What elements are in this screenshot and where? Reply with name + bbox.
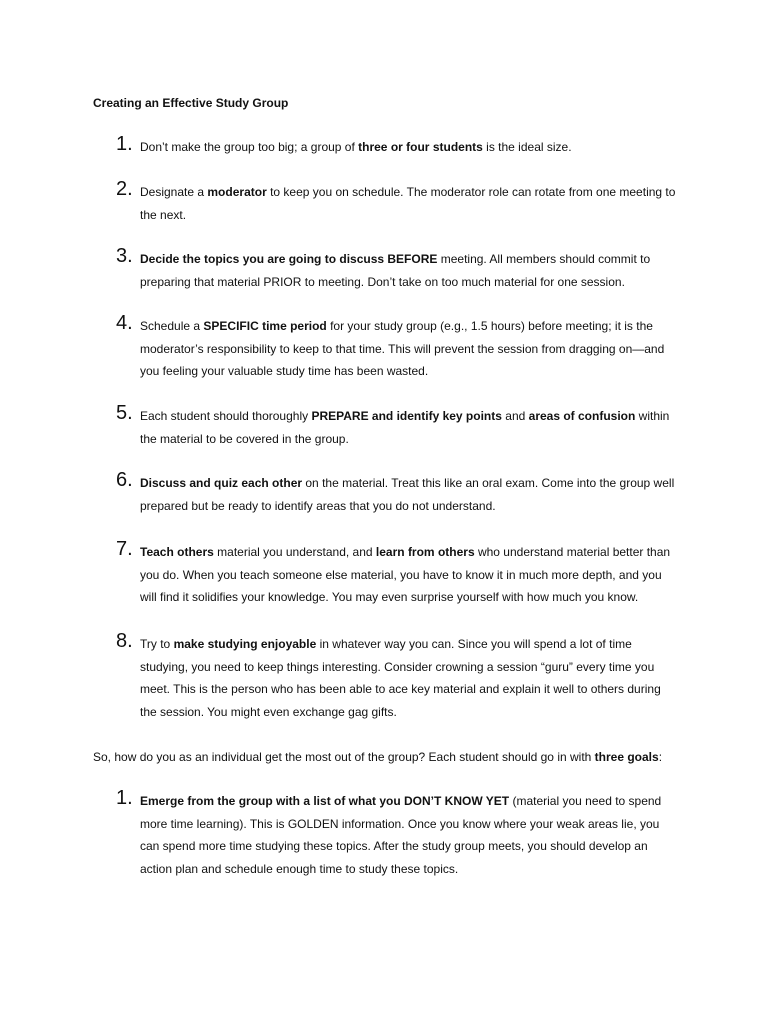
bold-text: three or four students	[358, 140, 483, 154]
text-run: to keep you on schedule. The moderator role can rotate from one meeting to the next.	[140, 185, 676, 222]
list-number: 8.	[116, 630, 133, 652]
list-item-text	[140, 405, 680, 450]
bold-text: SPECIFIC time period	[203, 319, 327, 333]
bold-text: Decide the topics you are going to discuss BEFORE	[140, 252, 438, 266]
text-run: in whatever way you can. Since you will spend a lot of time studying, you need to keep things interesting. Consider crowning a session “guru” every time you meet. This is the person who has been able to ace key material and explain it well to others during the session. You might even exchange gag gifts.	[140, 637, 661, 719]
document-title: Creating an Effective Study Group	[93, 96, 289, 110]
text-run: is the ideal size.	[482, 140, 572, 154]
list-item-text	[140, 541, 680, 609]
text-run: Designate a	[140, 185, 208, 199]
list-item-text	[140, 472, 680, 517]
list-number: 5.	[116, 402, 133, 424]
bold-text: three goals	[594, 750, 659, 764]
bold-text: Emerge from the group with a list of what you DON’T KNOW YET	[140, 794, 510, 808]
bold-text: make studying enjoyable	[173, 637, 317, 651]
text-run: :	[658, 750, 663, 764]
list-number: 3.	[116, 245, 133, 267]
text-run: (material you need to spend more time learning). This is GOLDEN information. Once you know where your weak areas lie, you can spend more time studying these topics. After the study group meets, you should develop an action plan and schedule enough time to study these topics.	[140, 794, 662, 876]
list-number: 1.	[116, 133, 133, 155]
text-run: on the material. Treat this like an oral exam. Come into the group well prepared but be ready to identify areas that you do not understand.	[140, 476, 675, 513]
text-run: Try to	[140, 637, 174, 651]
intro-paragraph	[93, 749, 683, 765]
bold-text: Discuss and quiz each other	[140, 476, 303, 490]
text-run: for your study group (e.g., 1.5 hours) before meeting; it is the moderator’s responsibility to keep to that time. This will prevent the session from dragging on—and you feeling your valuable study time has been wasted.	[140, 319, 665, 378]
list-number: 4.	[116, 312, 133, 334]
list-number: 1.	[116, 787, 133, 809]
list-number: 6.	[116, 469, 133, 491]
text-run: within the material to be covered in the group.	[140, 409, 670, 446]
text-run: who understand material better than you do. When you teach someone else material, you have to know it in much more depth, and you will find it solidifies your knowledge. You may even surprise yourself with how much you know.	[140, 545, 671, 604]
text-run: meeting. All members should commit to preparing that material PRIOR to meeting. Don’t take on too much material for one session.	[140, 252, 651, 289]
list-item-text	[140, 633, 680, 723]
text-run: and	[501, 409, 529, 423]
text-run: Don’t make the group too big; a group of	[140, 140, 359, 154]
bold-text: moderator	[207, 185, 267, 199]
bold-text: areas of confusion	[528, 409, 636, 423]
text-run: So, how do you as an individual get the most out of the group? Each student should go in with	[93, 750, 595, 764]
list-number: 7.	[116, 538, 133, 560]
bold-text: Teach others	[140, 545, 214, 559]
text-run: Schedule a	[140, 319, 204, 333]
text-run: material you understand, and	[213, 545, 376, 559]
list-item-text	[140, 181, 680, 226]
list-item-text	[140, 315, 680, 383]
list-item-text	[140, 790, 680, 880]
bold-text: PREPARE and identify key points	[311, 409, 502, 423]
list-item-text	[140, 136, 680, 159]
list-item-text	[140, 248, 680, 293]
bold-text: learn from others	[375, 545, 475, 559]
text-run: Each student should thoroughly	[140, 409, 312, 423]
list-number: 2.	[116, 178, 133, 200]
